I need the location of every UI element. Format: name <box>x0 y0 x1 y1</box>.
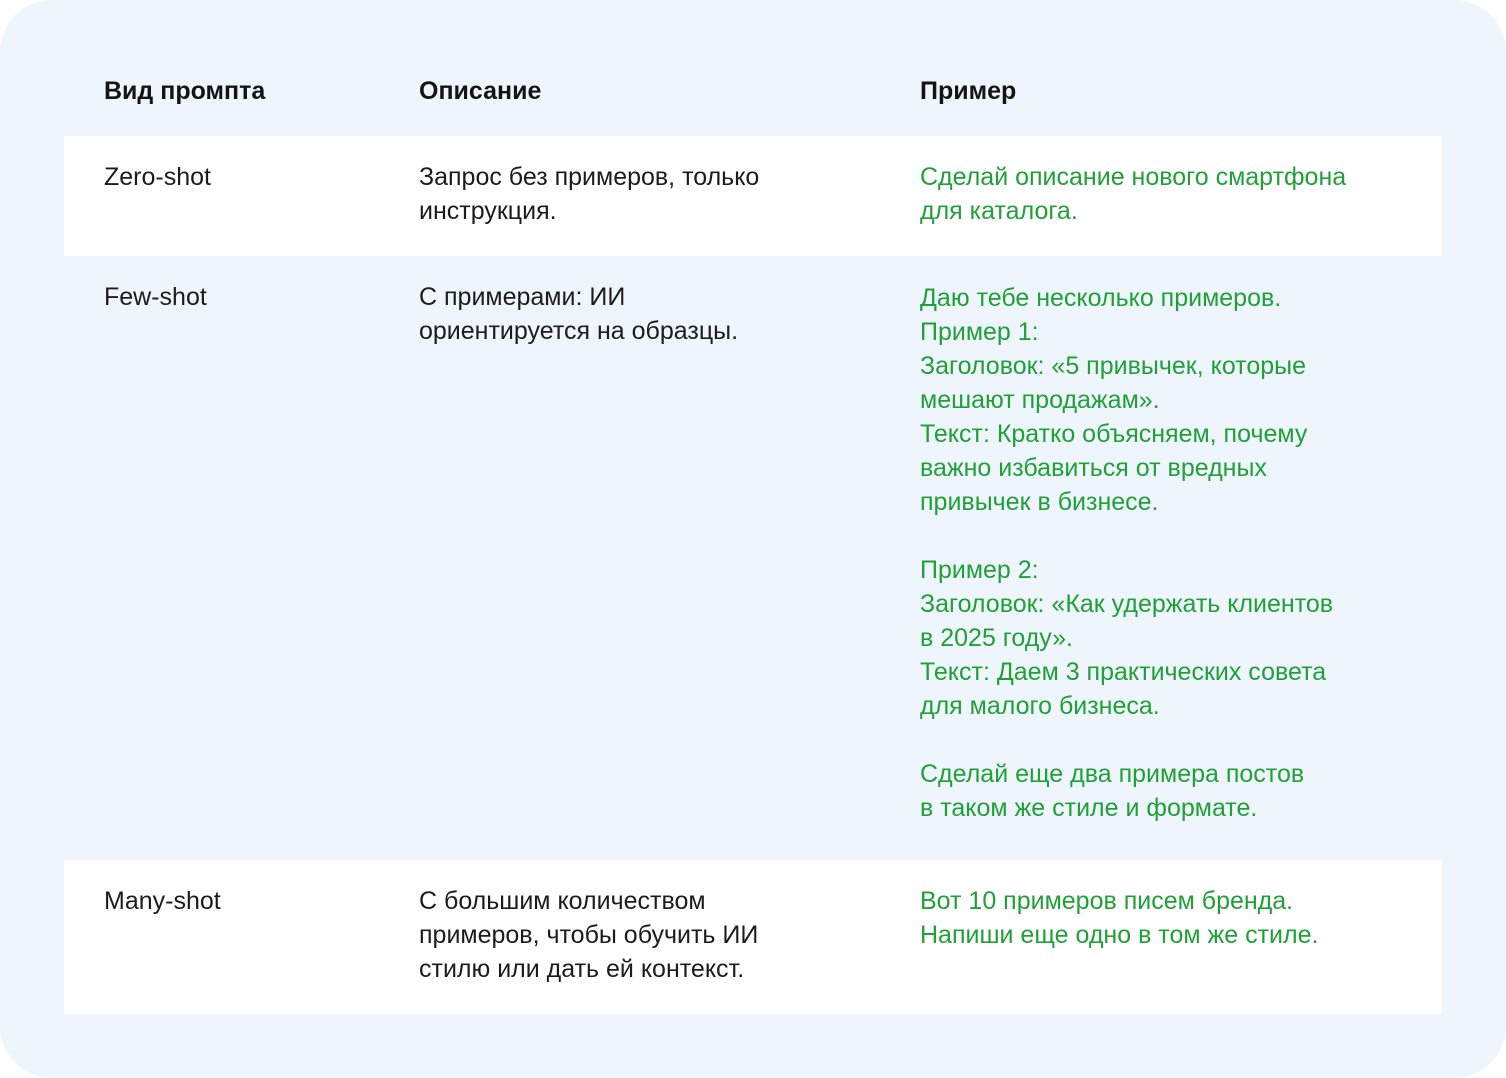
table-header <box>64 0 1442 136</box>
prompt-type-cell: Many-shot <box>104 887 221 915</box>
column-header-example: Пример <box>920 77 1017 105</box>
column-header-type: Вид промпта <box>104 77 266 105</box>
prompt-type-cell: Zero-shot <box>104 163 211 191</box>
example-cell: Сделай описание нового смартфона для каталога. <box>920 163 1347 225</box>
table-row-few-shot <box>64 256 1442 860</box>
prompt-type-cell: Few-shot <box>104 283 207 311</box>
column-header-description: Описание <box>419 77 542 105</box>
table-row-zero-shot <box>64 136 1442 256</box>
prompt-types-table <box>64 0 1442 1014</box>
table-row-many-shot <box>64 860 1442 1014</box>
description-cell: Запрос без примеров, только инструкция. <box>419 163 760 225</box>
description-cell: С большим количеством примеров, чтобы обучить ИИ стилю или дать ей контекст. <box>419 887 759 983</box>
example-cell: Даю тебе несколько примеров. Пример 1: Заголовок: «5 привычек, которые мешают продажам». Текст: Кратко объясняем, почему важно избавиться от вредных привычек в бизнесе. Пример 2: Заголовок: «Как удержать клиентов в 2025 году». Текст: Даем 3 практических совета для малого бизнеса. Сделай еще два примера постов в таком же стиле и формате. <box>920 284 1334 822</box>
example-cell: Вот 10 примеров писем бренда. Напиши еще одно в том же стиле. <box>920 887 1319 949</box>
description-cell: С примерами: ИИ ориентируется на образцы. <box>419 283 739 345</box>
